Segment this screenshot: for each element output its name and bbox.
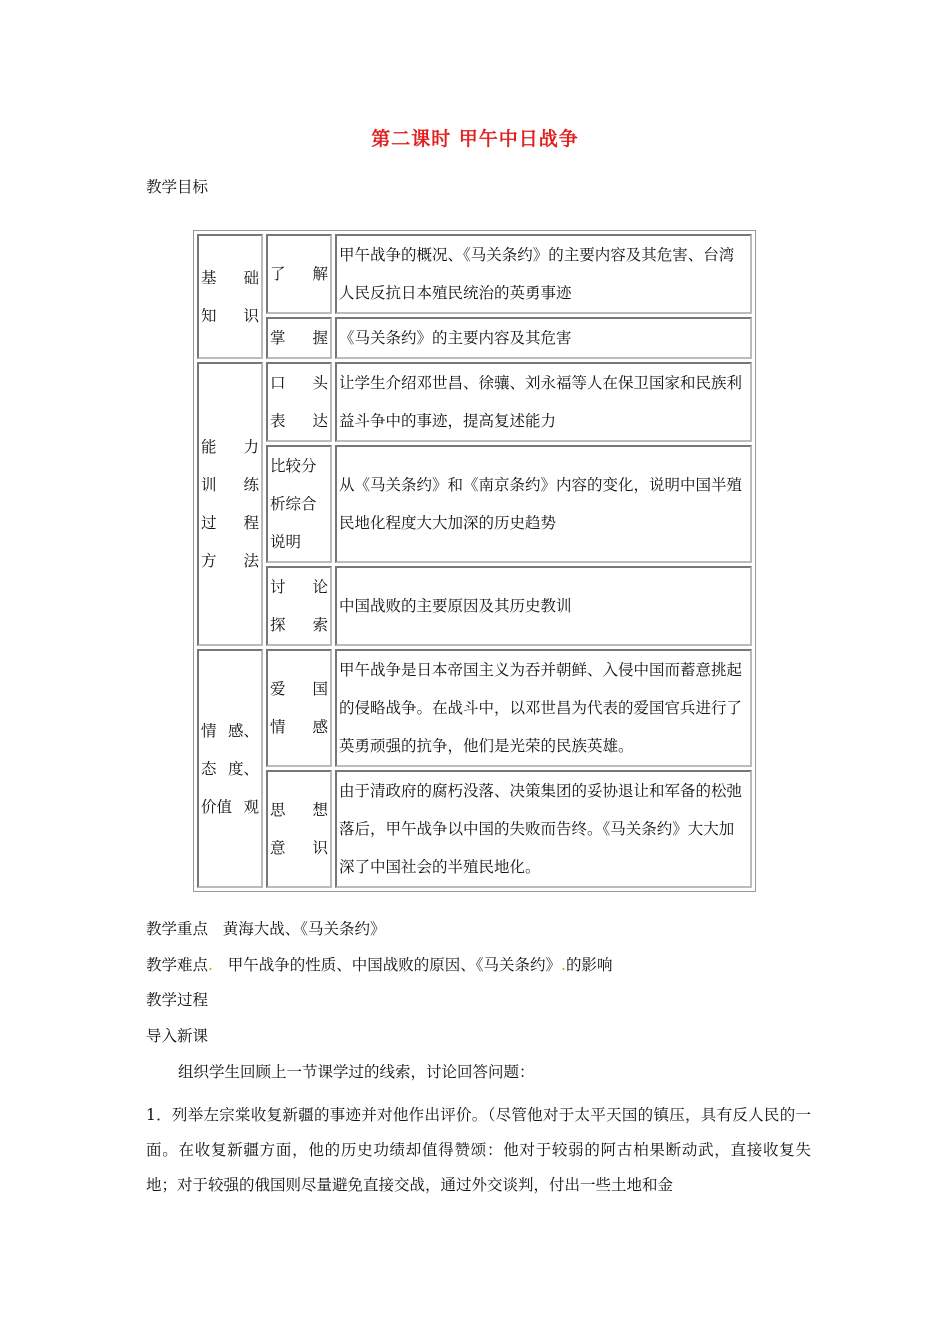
process-heading: 教学过程 — [146, 991, 209, 1009]
subcategory-discuss-explore: 讨 论 探 索 — [266, 566, 332, 646]
subcategory-master: 掌 握 — [266, 317, 332, 359]
subcategory-oral-expression: 口 头 表 达 — [266, 362, 332, 442]
objective-content: 让学生介绍邓世昌、徐骧、刘永福等人在保卫国家和民族利益斗争中的事迹，提高复述能力 — [335, 362, 752, 442]
objectives-table — [193, 230, 756, 892]
objective-content: 由于清政府的腐朽没落、决策集团的妥协退让和军备的松弛落后，甲午战争以中国的失败而告终。《马关条约》大大加深了中国社会的半殖民地化。 — [335, 770, 752, 888]
objective-content: 从《马关条约》和《南京条约》内容的变化，说明中国半殖民地化程度大大加深的历史趋势 — [335, 445, 752, 563]
marker-dot: . — [208, 956, 213, 974]
intro-paragraph: 组织学生回顾上一节课学过的线索，讨论回答问题： — [178, 1063, 535, 1081]
objective-content: 甲午战争的概况、《马关条约》的主要内容及其危害、台湾人民反抗日本殖民统治的英勇事迹 — [335, 234, 752, 314]
category-ability: 能 力 训 练 过 程 方 法 — [197, 362, 263, 646]
page-title: 第二课时 甲午中日战争 — [371, 128, 579, 150]
objective-content: 中国战败的主要原因及其历史教训 — [335, 566, 752, 646]
subcategory-understand: 了 解 — [266, 234, 332, 314]
objective-content: 甲午战争是日本帝国主义为吞并朝鲜、入侵中国而蓄意挑起的侵略战争。在战斗中，以邓世昌为代表的爱国官兵进行了英勇顽强的抗争，他们是光荣的民族英雄。 — [335, 649, 752, 767]
category-knowledge: 基 础 知 识 — [197, 234, 263, 359]
subcategory-compare-analyze: 比较分 析综合 说明 — [266, 445, 332, 563]
subcategory-ideology: 思 想 意 识 — [266, 770, 332, 888]
key-points-line — [146, 917, 386, 939]
intro-heading: 导入新课 — [146, 1027, 209, 1045]
difficulties-line — [146, 953, 612, 975]
marker-dot: . — [561, 956, 566, 974]
key-points-label: 教学重点 — [146, 920, 209, 938]
key-points-text: 黄海大战、《马关条约》 — [222, 920, 386, 938]
difficulties-text: 甲午战争的性质、中国战败的原因、《马关条约》 — [227, 956, 561, 974]
teaching-goals-heading: 教学目标 — [146, 178, 209, 196]
objective-content: 《马关条约》的主要内容及其危害 — [335, 317, 752, 359]
subcategory-patriotism: 爱 国 情 感 — [266, 649, 332, 767]
difficulties-label: 教学难点 — [146, 956, 209, 974]
question-1-paragraph: 1．列举左宗棠收复新疆的事迹并对他作出评价。（尽管他对于太平天国的镇压，具有反人民的一面。在收复新疆方面，他的历史功绩却值得赞颂：他对于较弱的阿古柏果断动武，直接收复失地；对于较强的俄国则尽量避免直接交战，通过外交谈判，付出一些土地和金 — [146, 1106, 811, 1194]
category-emotion: 情 感、 态 度、 价值 观 — [197, 649, 263, 888]
difficulties-text-tail: 的影响 — [565, 956, 613, 974]
